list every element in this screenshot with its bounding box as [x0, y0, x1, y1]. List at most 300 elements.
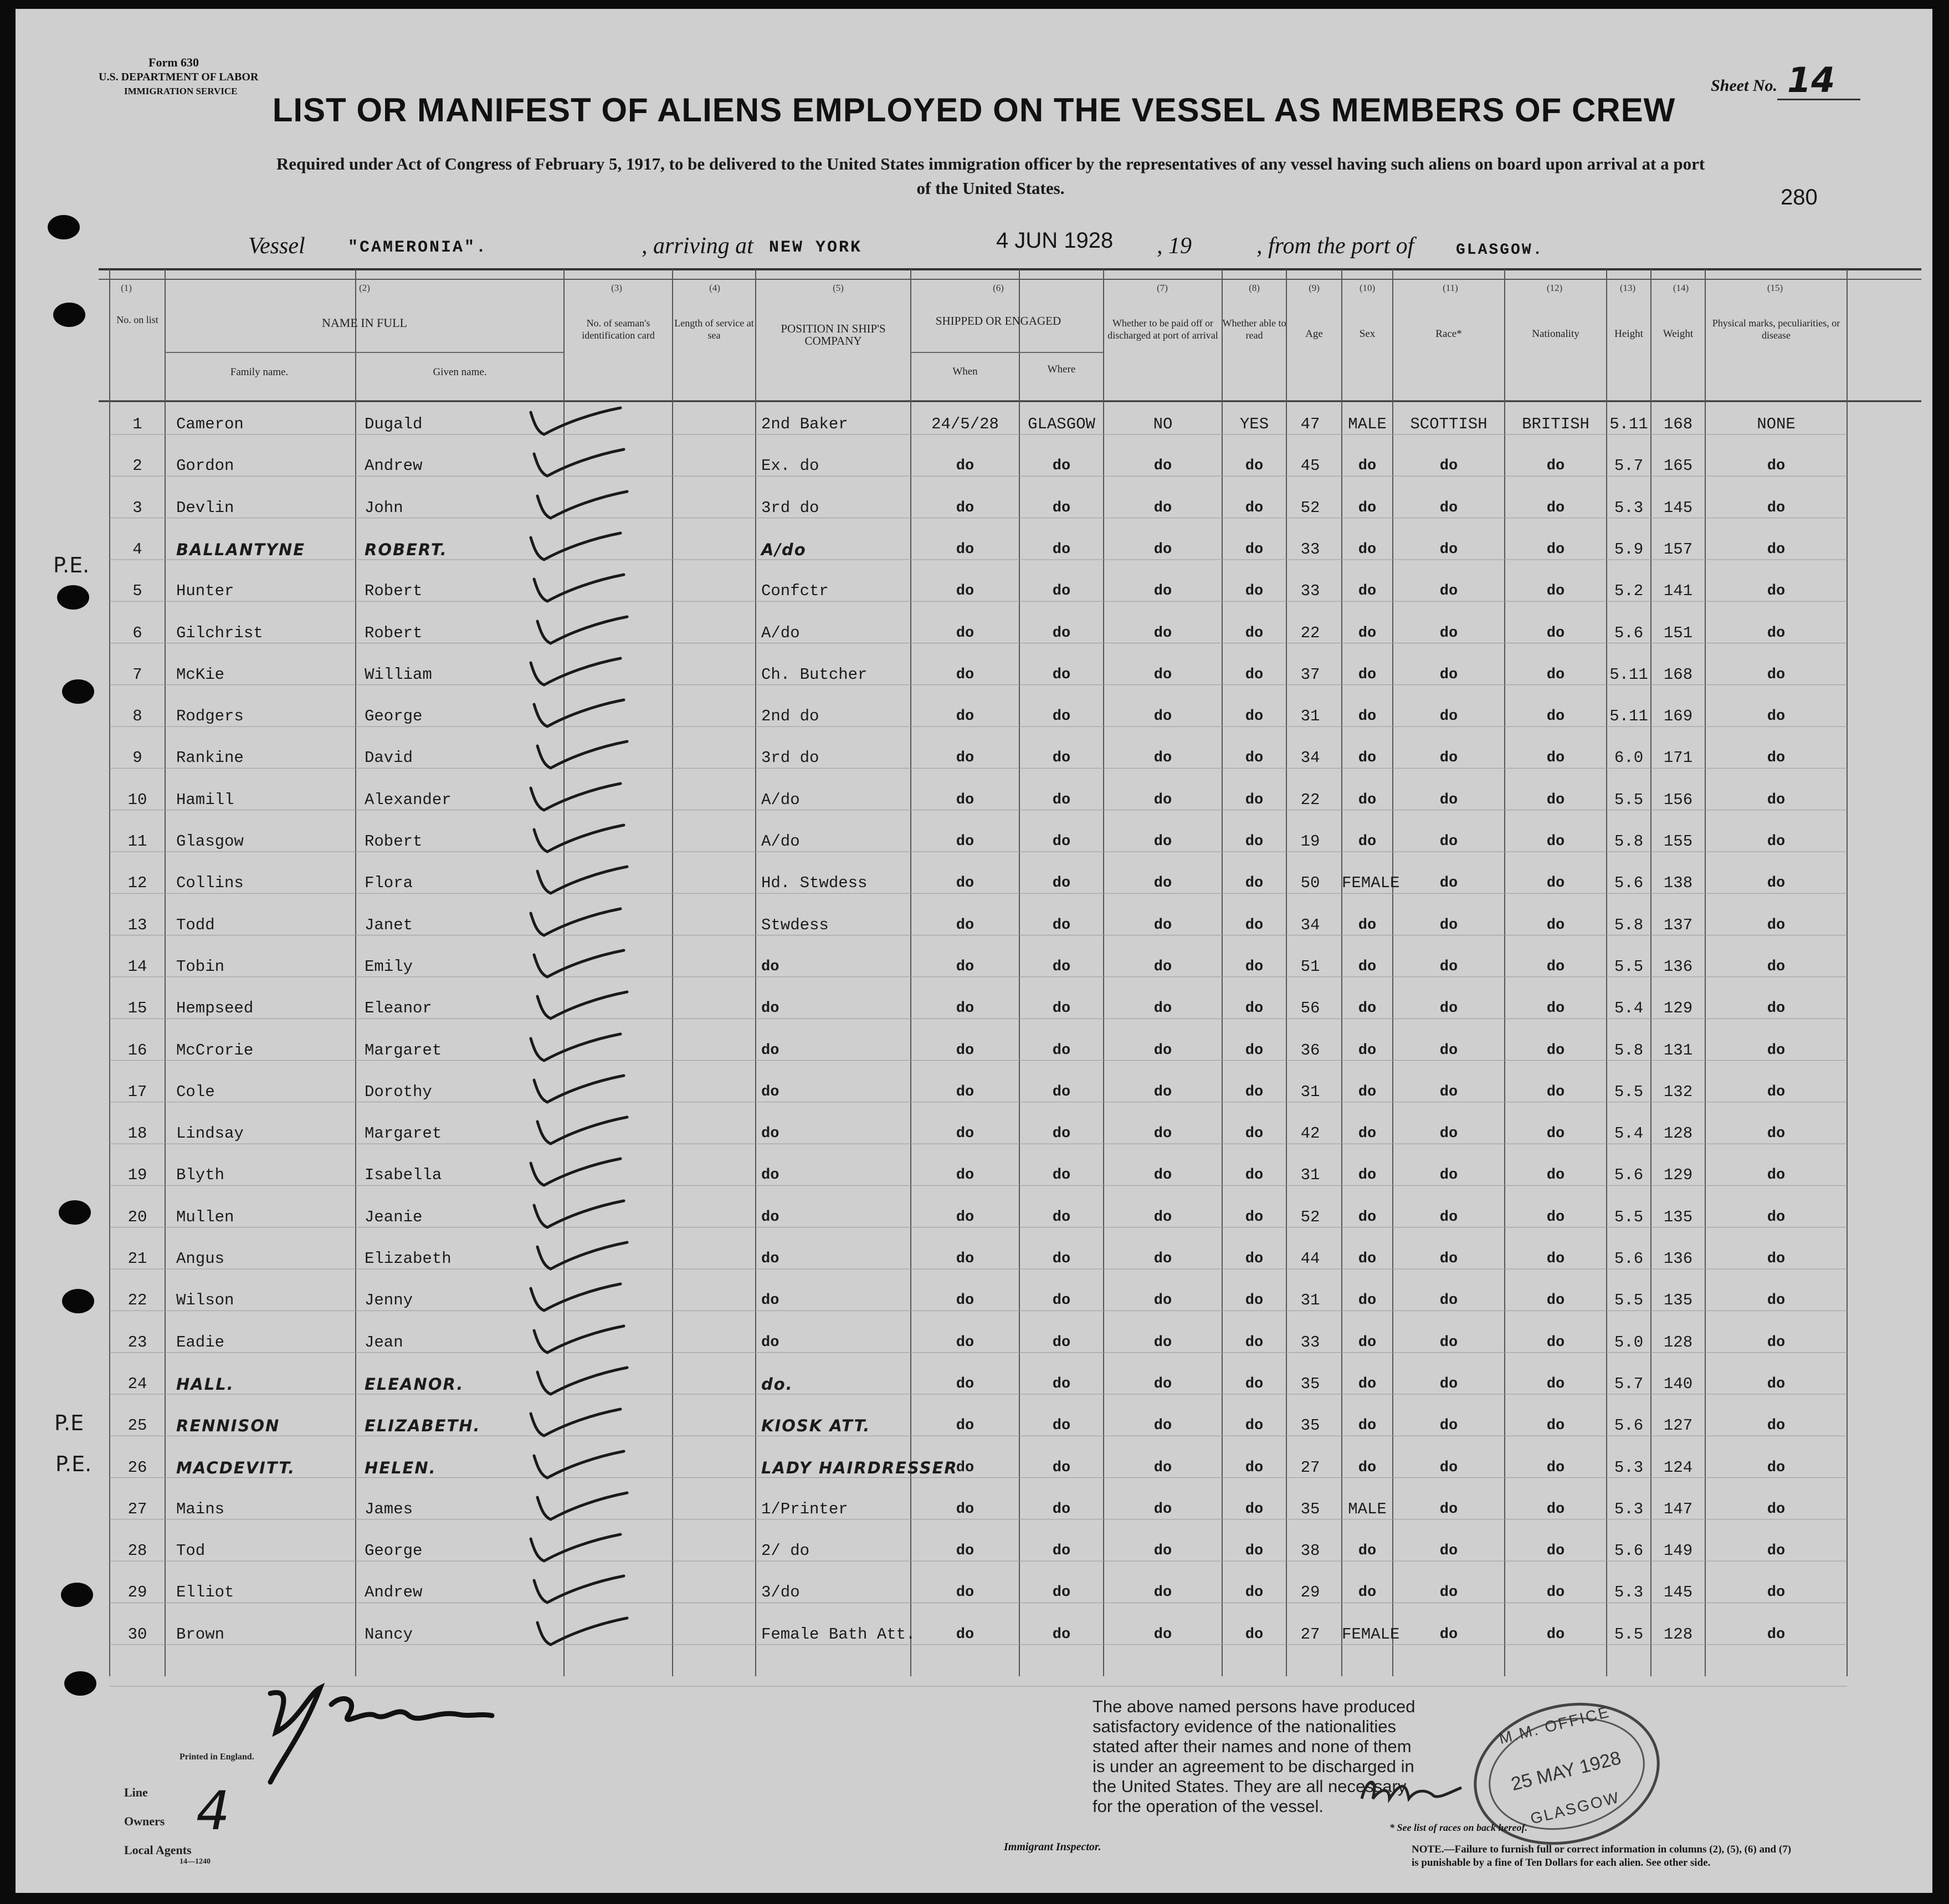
cell-weight: 156 [1663, 790, 1693, 809]
check-mark-icon [525, 1403, 625, 1441]
cell-given: Margaret [365, 1124, 442, 1143]
cell-weight: 129 [1663, 999, 1693, 1018]
cell-nationality: BRITISH [1522, 415, 1589, 433]
cell-no: 6 [132, 623, 142, 642]
cell-marks: do [1767, 833, 1786, 850]
check-mark-icon [525, 1152, 625, 1191]
printed-in-england: Printed in England. [179, 1752, 254, 1762]
check-mark-icon [529, 1569, 628, 1608]
col-num-6: (6) [993, 283, 1004, 293]
cell-position: do [761, 1334, 779, 1351]
cell-no: 20 [127, 1207, 147, 1226]
cell-position: do [761, 1083, 779, 1101]
margin-note-row-4: P.E. [53, 553, 90, 577]
cell-age: 56 [1300, 999, 1320, 1018]
cell-where: do [1052, 1543, 1071, 1560]
check-mark-icon [529, 1069, 628, 1108]
cell-paid: do [1153, 1125, 1172, 1143]
cell-when: do [956, 1375, 974, 1393]
cell-when: do [956, 1125, 974, 1143]
cell-marks: do [1767, 1417, 1786, 1435]
cell-weight: 135 [1663, 1207, 1693, 1226]
cell-marks: do [1767, 750, 1786, 767]
cell-when: do [956, 1584, 974, 1601]
cell-height: 5.3 [1614, 1583, 1644, 1602]
cell-paid: do [1153, 1000, 1172, 1017]
cell-given: Flora [365, 874, 413, 893]
cell-given: William [365, 665, 432, 684]
year-label: , 19 [1157, 233, 1192, 259]
form-code: 14—1240 [179, 1857, 211, 1866]
cell-read: do [1245, 1209, 1264, 1226]
cell-nationality: do [1546, 1543, 1565, 1560]
cell-weight: 147 [1663, 1499, 1693, 1518]
cell-weight: 171 [1663, 749, 1693, 767]
cell-nationality: do [1546, 1459, 1565, 1476]
cell-given: Robert [365, 623, 423, 642]
cell-race: do [1439, 708, 1458, 725]
cell-age: 35 [1300, 1374, 1320, 1393]
check-mark-icon [525, 526, 625, 565]
cell-where: do [1052, 1501, 1071, 1518]
cell-nationality: do [1546, 1584, 1565, 1601]
cell-family: Gordon [176, 457, 234, 475]
cell-sex: do [1358, 666, 1377, 683]
cell-when: do [956, 1083, 974, 1101]
cell-position: A/do [761, 623, 800, 642]
cell-read: do [1245, 1334, 1264, 1351]
cell-marks: do [1767, 875, 1786, 892]
cell-no: 27 [127, 1499, 147, 1518]
cell-paid: do [1153, 750, 1172, 767]
cell-position: do [761, 1000, 779, 1017]
cell-when: 24/5/28 [931, 415, 999, 433]
cell-weight: 128 [1663, 1333, 1693, 1352]
cell-race: do [1439, 1375, 1458, 1393]
cell-no: 7 [132, 665, 142, 684]
cell-sex: do [1358, 1000, 1377, 1017]
cell-position: do [761, 1251, 779, 1267]
cell-paid: do [1153, 625, 1172, 642]
cell-sex: do [1358, 1584, 1377, 1601]
cell-paid: do [1153, 1375, 1172, 1393]
hdr-physical-marks: Physical marks, peculiarities, or disease [1712, 318, 1840, 341]
cell-when: do [956, 1626, 974, 1643]
cell-given: ELIZABETH. [365, 1416, 481, 1436]
hdr-shipped-or-engaged: SHIPPED OR ENGAGED [935, 314, 1061, 327]
cell-read: do [1245, 1375, 1264, 1393]
cell-height: 5.5 [1614, 1291, 1644, 1310]
cell-when: do [956, 708, 974, 725]
cell-when: do [956, 583, 974, 600]
cell-sex: do [1358, 1334, 1377, 1351]
cell-nationality: do [1546, 458, 1565, 475]
check-mark-icon [529, 693, 628, 732]
cell-nationality: do [1546, 1209, 1565, 1226]
cell-sex: do [1358, 750, 1377, 767]
cell-paid: do [1153, 1459, 1172, 1476]
check-mark-icon [525, 777, 625, 816]
certification-statement: The above named persons have produced satisfactory evidence of the nationalities stated after their names and none of them is under an agreement to be discharged in the United States. They are all necessary for the operation of the vessel. [1093, 1697, 1415, 1816]
cell-no: 14 [127, 957, 147, 976]
cell-age: 27 [1300, 1625, 1320, 1644]
check-mark-icon [529, 818, 628, 857]
cell-height: 5.6 [1614, 623, 1644, 642]
col-num-2: (2) [359, 283, 370, 293]
check-mark-icon [532, 735, 632, 774]
sheet-no-label: Sheet No. [1711, 76, 1777, 95]
cell-when: do [956, 666, 974, 683]
cell-age: 33 [1300, 1333, 1320, 1352]
cell-no: 4 [132, 540, 142, 559]
cell-paid: do [1153, 1626, 1172, 1643]
cell-marks: do [1767, 1292, 1786, 1309]
page-subtitle: Required under Act of Congress of February 5, 1917, to be delivered to the United States immigration officer by the representatives of any vessel having such aliens on board upon arrival at a port of the United States. [276, 154, 1705, 198]
cell-where: do [1052, 458, 1071, 475]
cell-family: Rodgers [176, 707, 244, 726]
hdr-age: Age [1305, 328, 1323, 340]
officer-signature [1356, 1765, 1467, 1815]
cell-read: do [1245, 625, 1264, 642]
cell-paid: do [1153, 1334, 1172, 1351]
cell-height: 5.8 [1614, 1041, 1644, 1060]
cell-sex: do [1358, 1167, 1377, 1184]
cell-height: 5.4 [1614, 999, 1644, 1018]
cell-where: do [1052, 1626, 1071, 1643]
cell-where: do [1052, 1125, 1071, 1143]
local-agents-label: Local Agents [124, 1843, 192, 1857]
cell-read: do [1245, 1501, 1264, 1518]
cell-position: KIOSK ATT. [761, 1416, 871, 1436]
cell-where: do [1052, 1417, 1071, 1435]
cell-position: 3rd do [761, 498, 819, 517]
cell-height: 5.9 [1614, 540, 1644, 559]
cell-marks: do [1767, 1459, 1786, 1476]
cell-read: do [1245, 1626, 1264, 1643]
cell-no: 5 [132, 582, 142, 601]
cell-given: Jean [365, 1333, 403, 1352]
cell-given: Margaret [365, 1041, 442, 1060]
cell-race: do [1439, 1334, 1458, 1351]
cell-sex: do [1358, 833, 1377, 850]
arriving-label: , arriving at [642, 233, 753, 259]
hdr-when: When [952, 366, 978, 377]
cell-weight: 129 [1663, 1166, 1693, 1185]
cell-when: do [956, 1042, 974, 1059]
cell-race: do [1439, 1167, 1458, 1184]
cell-nationality: do [1546, 541, 1565, 558]
cell-read: YES [1239, 415, 1269, 433]
col-num-8: (8) [1249, 283, 1260, 293]
cell-when: do [956, 1501, 974, 1518]
cell-family: Rankine [176, 749, 244, 767]
vessel-name: "CAMERONIA". [348, 238, 488, 257]
hdr-position: POSITION IN SHIP'S COMPANY [781, 322, 886, 347]
cell-no: 18 [127, 1124, 147, 1143]
cell-age: 29 [1300, 1583, 1320, 1602]
cell-height: 5.6 [1614, 1542, 1644, 1560]
cell-read: do [1245, 1292, 1264, 1309]
arrival-date: 4 JUN 1928 [996, 228, 1114, 253]
cell-race: do [1439, 583, 1458, 600]
cell-weight: 168 [1663, 415, 1693, 433]
check-mark-icon [532, 1486, 632, 1525]
cell-sex: do [1358, 499, 1377, 516]
cell-where: do [1052, 666, 1071, 683]
cell-sex: do [1358, 708, 1377, 725]
cell-read: do [1245, 1584, 1264, 1601]
cell-marks: do [1767, 1167, 1786, 1184]
cell-given: ELEANOR. [365, 1374, 464, 1394]
cell-weight: 136 [1663, 1250, 1693, 1268]
cell-age: 31 [1300, 707, 1320, 726]
cell-read: do [1245, 1251, 1264, 1267]
cell-no: 17 [127, 1082, 147, 1101]
cell-race: do [1439, 1417, 1458, 1435]
col-num-3: (3) [611, 283, 622, 293]
check-mark-icon [525, 1277, 625, 1316]
cell-race: do [1439, 1251, 1458, 1267]
cell-where: do [1052, 708, 1071, 725]
check-mark-icon [532, 1611, 632, 1650]
cell-marks: do [1767, 1251, 1786, 1267]
cell-weight: 135 [1663, 1291, 1693, 1310]
cell-marks: do [1767, 958, 1786, 975]
cell-family: Hunter [176, 582, 234, 601]
cell-height: 6.0 [1614, 749, 1644, 767]
cell-height: 5.3 [1614, 498, 1644, 517]
cell-no: 21 [127, 1250, 147, 1268]
cell-sex: do [1358, 1417, 1377, 1435]
cell-marks: do [1767, 917, 1786, 934]
cell-sex: FEMALE [1342, 1625, 1400, 1644]
cell-age: 33 [1300, 540, 1320, 559]
cell-where: do [1052, 791, 1071, 808]
cell-given: Emily [365, 957, 413, 976]
cell-height: 5.5 [1614, 790, 1644, 809]
cell-position: 3/do [761, 1583, 800, 1602]
cell-given: Isabella [365, 1166, 442, 1185]
cell-race: SCOTTISH [1410, 415, 1488, 433]
cell-family: Tobin [176, 957, 225, 976]
cell-weight: 128 [1663, 1124, 1693, 1143]
cell-where: do [1052, 499, 1071, 516]
cell-weight: 165 [1663, 457, 1693, 475]
cell-no: 3 [132, 498, 142, 517]
cell-position: do [761, 1209, 779, 1226]
cell-where: GLASGOW [1028, 415, 1095, 433]
cell-no: 11 [127, 832, 147, 851]
cell-sex: do [1358, 1459, 1377, 1476]
master-signature [259, 1671, 497, 1788]
cell-age: 51 [1300, 957, 1320, 976]
cell-where: do [1052, 583, 1071, 600]
cell-age: 31 [1300, 1082, 1320, 1101]
cell-sex: do [1358, 1209, 1377, 1226]
cell-age: 36 [1300, 1041, 1320, 1060]
cell-where: do [1052, 1334, 1071, 1351]
cell-race: do [1439, 1083, 1458, 1101]
cell-read: do [1245, 1459, 1264, 1476]
cell-position: do [761, 1292, 779, 1309]
cell-no: 2 [132, 457, 142, 475]
form-number: Form 630 [148, 55, 199, 69]
cell-height: 5.3 [1614, 1499, 1644, 1518]
check-mark-icon [532, 485, 632, 524]
manifest-sheet [16, 9, 1932, 1893]
cell-marks: do [1767, 1042, 1786, 1059]
check-mark-icon [529, 944, 628, 982]
cell-read: do [1245, 541, 1264, 558]
col-num-12: (12) [1546, 283, 1563, 293]
cell-nationality: do [1546, 1292, 1565, 1309]
cell-where: do [1052, 917, 1071, 934]
cell-height: 5.8 [1614, 832, 1644, 851]
cell-nationality: do [1546, 958, 1565, 975]
cell-given: Janet [365, 915, 413, 934]
cell-family: Hempseed [176, 999, 254, 1018]
cell-position: Stwdess [761, 915, 829, 934]
cell-given: Robert [365, 832, 423, 851]
cell-race: do [1439, 1042, 1458, 1059]
hdr-race: Race* [1435, 328, 1462, 340]
mm-office-stamp: M.M. OFFICE 25 MAY 1928 GLASGOW [1459, 1684, 1675, 1864]
cell-nationality: do [1546, 583, 1565, 600]
cell-no: 1 [132, 415, 142, 433]
cell-family: Todd [176, 915, 215, 934]
cell-position: Female Bath Att. [761, 1625, 916, 1644]
cell-where: do [1052, 875, 1071, 892]
cell-position: LADY HAIRDRESSER [761, 1458, 958, 1477]
cell-position: 2/ do [761, 1542, 810, 1560]
cell-read: do [1245, 875, 1264, 892]
cell-race: do [1439, 1584, 1458, 1601]
cell-position: A/do [761, 832, 800, 851]
cell-race: do [1439, 917, 1458, 934]
cell-no: 28 [127, 1542, 147, 1560]
check-mark-icon [525, 401, 625, 440]
cell-weight: 124 [1663, 1458, 1693, 1477]
cell-read: do [1245, 750, 1264, 767]
cell-race: do [1439, 499, 1458, 516]
cell-position: 1/Printer [761, 1499, 848, 1518]
from-port-label: , from the port of [1256, 233, 1414, 259]
check-mark-icon [532, 860, 632, 899]
col-num-14: (14) [1673, 283, 1689, 293]
cell-no: 24 [127, 1374, 147, 1393]
cell-weight: 127 [1663, 1416, 1693, 1435]
cell-sex: do [1358, 1083, 1377, 1101]
cell-height: 5.5 [1614, 957, 1644, 976]
cell-race: do [1439, 875, 1458, 892]
cell-given: Nancy [365, 1625, 413, 1644]
cell-race: do [1439, 958, 1458, 975]
cell-paid: NO [1153, 415, 1173, 433]
cell-given: ROBERT. [365, 540, 448, 559]
cell-weight: 136 [1663, 957, 1693, 976]
cell-family: MACDEVITT. [176, 1458, 296, 1477]
cell-race: do [1439, 833, 1458, 850]
cell-no: 8 [132, 707, 142, 726]
cell-nationality: do [1546, 1375, 1565, 1393]
cell-marks: do [1767, 1584, 1786, 1601]
cell-sex: do [1358, 541, 1377, 558]
check-mark-icon [529, 1194, 628, 1233]
cell-nationality: do [1546, 917, 1565, 934]
cell-marks: do [1767, 791, 1786, 808]
cell-no: 25 [127, 1416, 147, 1435]
cell-given: George [365, 1542, 423, 1560]
cell-read: do [1245, 1125, 1264, 1143]
check-mark-icon [525, 1528, 625, 1567]
cell-height: 5.11 [1609, 665, 1648, 684]
cell-height: 5.6 [1614, 1250, 1644, 1268]
cell-sex: do [1358, 1251, 1377, 1267]
cell-age: 19 [1300, 832, 1320, 851]
sheet-no-value: 14 [1787, 60, 1835, 100]
cell-paid: do [1153, 1501, 1172, 1518]
hdr-where: Where [1047, 364, 1076, 375]
cell-height: 5.8 [1614, 915, 1644, 934]
cell-race: do [1439, 1125, 1458, 1143]
col-num-11: (11) [1443, 283, 1458, 293]
cell-where: do [1052, 1167, 1071, 1184]
cell-position: Ex. do [761, 457, 819, 475]
col-num-10: (10) [1359, 283, 1376, 293]
cell-no: 10 [127, 790, 147, 809]
cell-nationality: do [1546, 666, 1565, 683]
cell-nationality: do [1546, 791, 1565, 808]
cell-paid: do [1153, 958, 1172, 975]
cell-paid: do [1153, 708, 1172, 725]
cell-position: do [761, 1125, 779, 1143]
hdr-height: Height [1614, 328, 1643, 340]
cell-height: 5.11 [1609, 707, 1648, 726]
cell-when: do [956, 1167, 974, 1184]
col-num-9: (9) [1309, 283, 1320, 293]
cell-family: Devlin [176, 498, 234, 517]
cell-when: do [956, 875, 974, 892]
col-num-13: (13) [1619, 283, 1636, 293]
cell-family: Eadie [176, 1333, 225, 1352]
hdr-able-to-read: Whether able to read [1222, 318, 1286, 341]
cell-read: do [1245, 1543, 1264, 1560]
cell-position: A/do [761, 790, 800, 809]
cell-read: do [1245, 1417, 1264, 1435]
cell-nationality: do [1546, 1083, 1565, 1101]
cell-weight: 138 [1663, 874, 1693, 893]
check-mark-icon [529, 568, 628, 607]
cell-marks: do [1767, 1000, 1786, 1017]
cell-weight: 157 [1663, 540, 1693, 559]
cell-sex: do [1358, 1292, 1377, 1309]
cell-where: do [1052, 1000, 1071, 1017]
cell-age: 35 [1300, 1499, 1320, 1518]
cell-position: do [761, 1167, 779, 1184]
cell-race: do [1439, 1501, 1458, 1518]
col-num-5: (5) [833, 283, 844, 293]
cell-nationality: do [1546, 750, 1565, 767]
cell-when: do [956, 1209, 974, 1226]
cell-paid: do [1153, 875, 1172, 892]
cell-position: Hd. Stwdess [761, 874, 868, 893]
cell-when: do [956, 791, 974, 808]
hdr-sex: Sex [1359, 328, 1376, 340]
cell-nationality: do [1546, 1417, 1565, 1435]
cell-age: 47 [1300, 415, 1320, 433]
cell-age: 34 [1300, 915, 1320, 934]
cell-where: do [1052, 1584, 1071, 1601]
